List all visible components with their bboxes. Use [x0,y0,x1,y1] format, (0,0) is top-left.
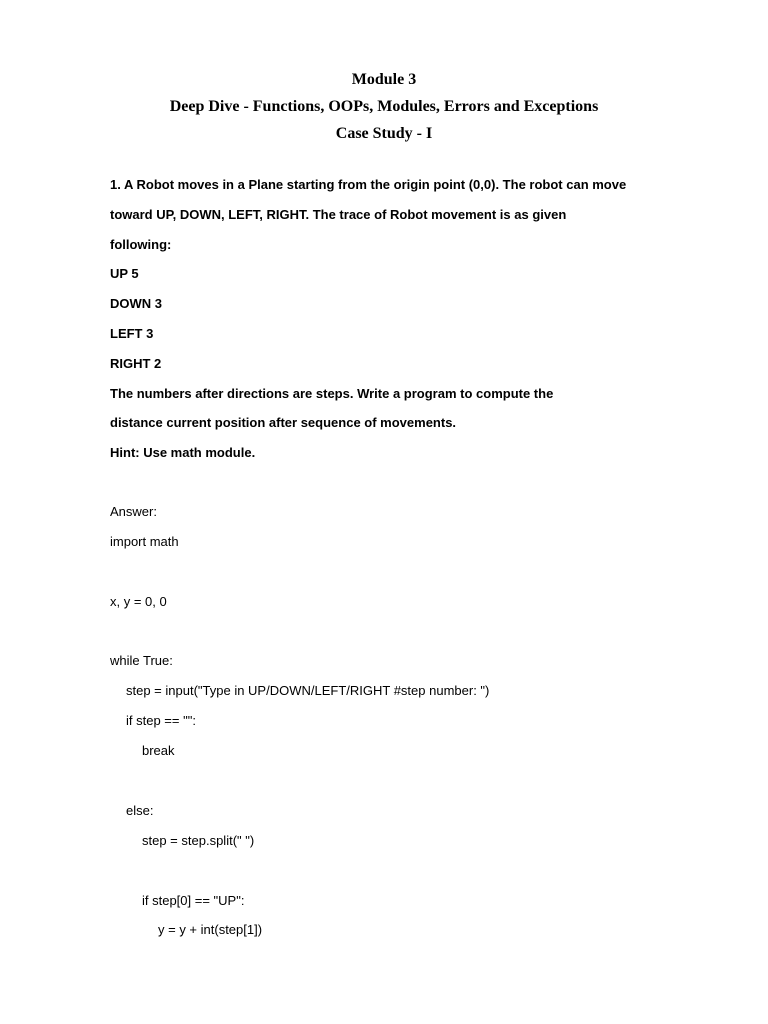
question-text [110,170,730,468]
code-line: x, y = 0, 0 [110,593,167,609]
question-line: distance current position after sequence of movements. [110,415,457,431]
question-line: The numbers after directions are steps. Write a program to compute the [110,385,554,401]
answer-label: Answer: [110,504,157,519]
code-line [110,557,730,587]
question-line: 1. A Robot moves in a Plane starting from the origin point (0,0). The robot can move [110,177,627,192]
answer-section [110,497,730,945]
question-line: DOWN 3 [110,296,162,312]
question-line: following: [110,236,172,252]
question-line: UP 5 [110,266,139,282]
code-line: step = step.split(" ") [142,832,255,848]
code-line [110,766,730,796]
code-line: if step == "": [126,713,196,729]
question-line: RIGHT 2 [110,355,162,371]
code-line: else: [126,802,154,818]
module-title: Module 3 [351,71,417,88]
question-line: toward UP, DOWN, LEFT, RIGHT. The trace of Robot movement is as given [110,206,567,222]
question-line: LEFT 3 [110,325,154,341]
question-line: Hint: Use math module. [110,445,256,461]
code-line: step = input("Type in UP/DOWN/LEFT/RIGHT #step number: ") [126,683,490,699]
code-line [110,617,730,647]
code-line: import math [110,533,179,549]
code-line: while True: [110,653,173,669]
module-subtitle: Deep Dive - Functions, OOPs, Modules, Errors and Exceptions [169,98,599,115]
code-line: y = y + int(step[1]) [158,922,263,938]
document-heading [0,66,768,147]
code-line: if step[0] == "UP": [142,892,245,908]
case-study-title: Case Study - I [335,125,433,142]
code-line [110,856,730,886]
code-line: break [142,743,175,759]
